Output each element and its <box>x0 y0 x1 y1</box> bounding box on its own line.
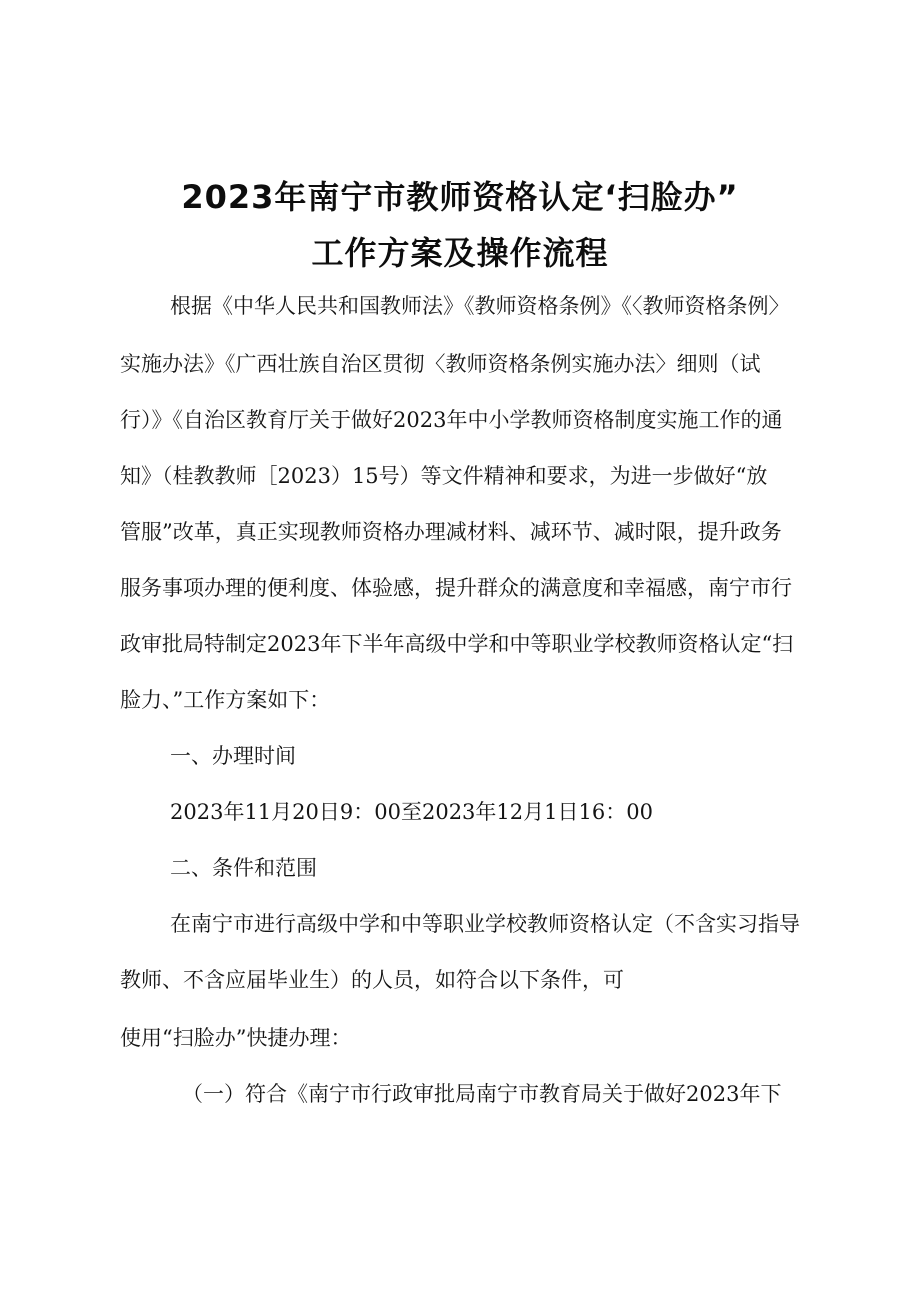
paragraph-line: 教师、不含应届毕业生）的人员，如符合以下条件，可 <box>120 968 624 992</box>
section-heading-conditions: 二、条件和范围 <box>170 856 317 880</box>
paragraph-line: 在南宁市进行高级中学和中等职业学校教师资格认定（不含实习指导 <box>170 912 800 936</box>
paragraph-line: 行）》《自治区教育厅关于做好2023年中小学教师资格制度实施工作的通 <box>120 408 783 432</box>
paragraph-line: 实施办法》《广西壮族自治区贯彻〈教师资格条例实施办法〉细则（试 <box>120 352 761 376</box>
paragraph-line: 根据《中华人民共和国教师法》《教师资格条例》《〈教师资格条例〉 <box>170 294 790 318</box>
paragraph-line: 知》（桂教教师［2023）15号）等文件精神和要求，为进一步做好“放 <box>120 464 768 488</box>
document-title-line-2: 工作方案及操作流程 <box>311 234 609 272</box>
document-title-line-1: 2023年南宁市教师资格认定‘扫脸办” <box>181 178 739 216</box>
paragraph-line: 服务事项办理的便利度、体验感，提升群众的满意度和幸福感，南宁市行 <box>120 576 792 600</box>
paragraph-line: 脸力、”工作方案如下： <box>120 688 331 712</box>
paragraph-line: 使用“扫脸办”快捷办理： <box>120 1026 352 1050</box>
section-heading-time: 一、办理时间 <box>170 744 296 768</box>
time-range: 2023年11月20日9：00至2023年12月1日16：00 <box>170 800 653 824</box>
paragraph-line: 政审批局特制定2023年下半年高级中学和中等职业学校教师资格认定“扫 <box>120 632 794 656</box>
paragraph-line: 管服”改革，真正实现教师资格办理减材料、减环节、减时限，提升政务 <box>120 520 782 544</box>
sub-item-line: （一）符合《南宁市行政审批局南宁市教育局关于做好2023年下 <box>182 1082 782 1106</box>
